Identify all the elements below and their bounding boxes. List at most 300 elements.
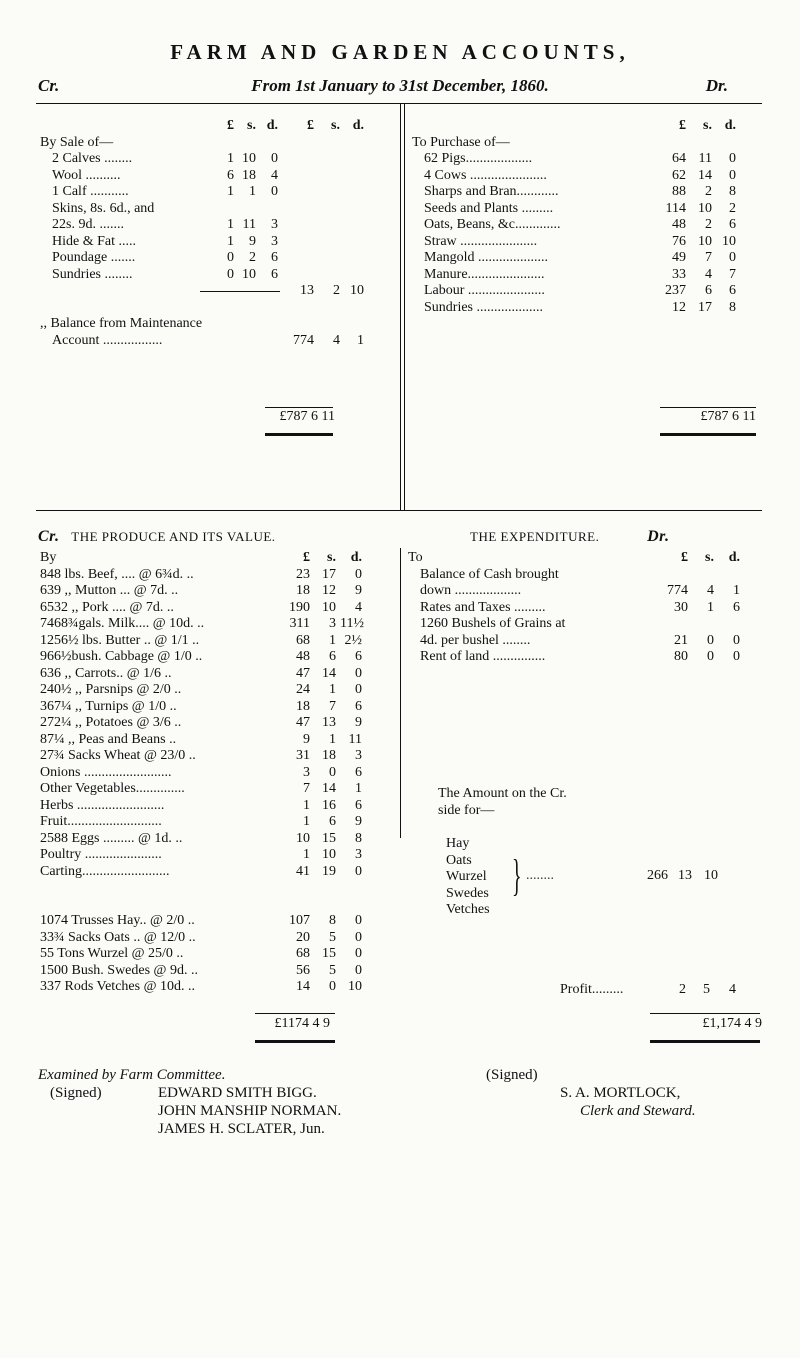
ledger-row (40, 633, 395, 650)
ledger-pence: 6 (355, 797, 362, 813)
ledger-item-label: 55 Tons Wurzel @ 25/0 .. (40, 946, 184, 961)
ledger-pounds: 20 (296, 929, 310, 945)
ledger-pence: 1 (355, 781, 362, 796)
ledger-item-label: 7468¾gals. Milk.... @ 10d. .. (40, 616, 205, 631)
ledger-row (40, 600, 395, 617)
ledger-pounds: 24 (296, 682, 310, 697)
ledger-item-label: 4 Cows ...................... (424, 167, 547, 183)
ledger-pence: 0 (355, 863, 362, 879)
balance-label-1: ,, Balance from Maintenance (40, 316, 203, 331)
ledger-row (412, 151, 762, 168)
ledger-pence: 8 (729, 299, 736, 315)
ledger-pence: 10 (348, 979, 362, 994)
crop-item: Wurzel (446, 869, 487, 884)
ledger-pounds: 56 (296, 962, 310, 978)
ledger-pounds: 48 (672, 217, 686, 232)
ledger-row (40, 234, 390, 251)
col-pence: d. (728, 550, 740, 565)
ledger-pounds: 1 (227, 233, 234, 249)
ledger-shillings: 5 (329, 929, 336, 945)
ledger-shillings: 14 (322, 781, 336, 796)
ledger-row (40, 864, 395, 881)
ledger-item-label: 636 ,, Carrots.. @ 1/6 .. (40, 665, 172, 681)
ledger-pounds: 30 (674, 599, 688, 615)
top-rule-1 (36, 103, 762, 104)
account1-debit-total: £787 6 11 (700, 409, 756, 424)
ledger-shillings: 4 (705, 266, 712, 282)
ledger-item-label: Herbs ......................... (40, 797, 165, 813)
ledger-row (40, 151, 390, 168)
ledger-shillings: 4 (707, 583, 714, 598)
ledger-shillings: 11 (698, 151, 712, 166)
ledger-row (40, 267, 390, 284)
account2-debit (408, 550, 768, 666)
account2-credit-total: £1174 4 9 (274, 1016, 330, 1031)
ledger-row (40, 250, 390, 267)
account2-debit-header (408, 550, 768, 567)
ledger-row (408, 567, 768, 584)
amount-label-1: The Amount on the Cr. (438, 786, 567, 801)
clerk-name: S. A. MORTLOCK, (560, 1085, 681, 1101)
credit-intro-2: By (40, 550, 57, 565)
ledger-pence: 3 (355, 847, 362, 862)
ledger-row (40, 682, 395, 699)
ledger-item-label: Manure...................... (424, 266, 545, 282)
ledger-pounds: 12 (672, 299, 686, 315)
committee-name-2: JOHN MANSHIP NORMAN. (158, 1103, 342, 1119)
credit-total-rule (265, 407, 333, 408)
ledger-pounds: 0 (227, 266, 234, 282)
expenditure-total-rule (650, 1013, 760, 1014)
expenditure-title: THE EXPENDITURE. (470, 529, 600, 544)
period-label: From 1st January to 31st December, 1860. (251, 76, 549, 95)
expenditure-total-double-rule (650, 1040, 760, 1043)
col-pound: £ (681, 550, 688, 565)
ledger-pence: 2½ (344, 632, 362, 648)
ledger-row (412, 168, 762, 185)
account1-credit-header (40, 118, 390, 135)
ledger-pounds: 23 (296, 566, 310, 582)
ledger-row (40, 567, 395, 584)
balance-shillings: 4 (333, 332, 340, 348)
account2-credit (40, 550, 395, 996)
ledger-item-label: Sundries ........ (52, 266, 133, 282)
ledger-pounds: 6 (227, 167, 234, 183)
balance-label-2: Account ................. (52, 332, 163, 348)
ledger-row (412, 234, 762, 251)
ledger-item-label: down ................... (420, 583, 522, 598)
ledger-item-label: Oats, Beans, &c............. (424, 217, 561, 232)
ledger-pence: 8 (355, 830, 362, 846)
ledger-shillings: 2 (705, 184, 712, 199)
ledger-pounds: 80 (674, 649, 688, 664)
ledger-shillings: 1 (707, 599, 714, 615)
ledger-item-label: 272¼ ,, Potatoes @ 3/6 .. (40, 715, 182, 730)
ledger-row (40, 963, 395, 980)
ledger-shillings: 6 (705, 283, 712, 298)
ledger-shillings: 14 (322, 665, 336, 681)
produce-title: THE PRODUCE AND ITS VALUE. (71, 529, 276, 544)
col-shilling: s. (703, 118, 712, 133)
ledger-item-label: Skins, 8s. 6d., and (52, 200, 155, 216)
credit-intro: By Sale of— (40, 134, 114, 150)
ledger-pence: 6 (355, 764, 362, 780)
ledger-pounds: 47 (296, 715, 310, 730)
ledger-shillings: 0 (329, 979, 336, 994)
ledger-row (408, 633, 768, 650)
crops-pence: 10 (704, 868, 718, 883)
amount-label-2: side for— (438, 802, 495, 818)
ledger-row (40, 979, 395, 996)
ledger-item-label: 337 Rods Vetches @ 10d. .. (40, 979, 195, 994)
ledger-row (408, 600, 768, 617)
ledger-shillings: 9 (249, 233, 256, 249)
col-shilling-2: s. (331, 118, 340, 133)
ledger-item-label: 1074 Trusses Hay.. @ 2/0 .. (40, 913, 195, 928)
ledger-item-label: Other Vegetables.............. (40, 781, 185, 796)
ledger-row (40, 798, 395, 815)
ledger-pounds: 10 (296, 830, 310, 846)
ledger-shillings: 0 (707, 649, 714, 664)
ledger-pence: 10 (722, 233, 736, 249)
ledger-item-label: Hide & Fat ..... (52, 233, 136, 249)
balance-row (40, 333, 390, 350)
committee-name-1: EDWARD SMITH BIGG. (158, 1085, 317, 1101)
ledger-row (40, 732, 395, 749)
ledger-pence: 8 (729, 184, 736, 199)
ledger-shillings: 17 (698, 299, 712, 315)
balance-pence: 1 (357, 332, 364, 348)
produce-heading (38, 528, 276, 546)
ledger-shillings: 10 (242, 266, 256, 282)
crop-item: Hay (446, 836, 470, 851)
ledger-pence: 0 (733, 632, 740, 648)
profit-pounds: 2 (679, 982, 686, 997)
ledger-pence: 0 (271, 184, 278, 199)
ledger-item-label: 1256½ lbs. Butter .. @ 1/1 .. (40, 632, 200, 648)
ledger-row (40, 847, 395, 864)
ledger-pounds: 3 (303, 764, 310, 780)
ledger-pounds: 31 (296, 748, 310, 763)
ledger-item-label: Poultry ...................... (40, 847, 162, 862)
ledger-pounds: 107 (289, 913, 310, 928)
ledger-pence: 6 (729, 217, 736, 232)
ledger-shillings: 3 (329, 616, 336, 631)
ledger-shillings: 17 (322, 566, 336, 582)
col-pence: d. (724, 118, 736, 133)
ledger-item-label: 33¾ Sacks Oats .. @ 12/0 .. (40, 929, 196, 945)
ledger-row (40, 184, 390, 201)
ledger-shillings: 12 (322, 583, 336, 598)
ledger-item-label: Rent of land ............... (420, 649, 546, 664)
ledger-pence: 0 (355, 913, 362, 928)
ledger-shillings: 0 (707, 632, 714, 648)
ledger-item-label: 240½ ,, Parsnips @ 2/0 .. (40, 682, 182, 697)
ledger-pence: 0 (355, 665, 362, 681)
ledger-shillings: 2 (705, 217, 712, 232)
ledger-shillings: 10 (698, 200, 712, 216)
ledger-row (40, 217, 390, 234)
ledger-item-label: Seeds and Plants ......... (424, 200, 554, 216)
crops-shillings: 13 (678, 868, 692, 883)
committee-name-3: JAMES H. SCLATER, Jun. (158, 1121, 325, 1137)
col-pence-2: d. (352, 118, 364, 133)
signed-2: (Signed) (486, 1067, 538, 1083)
crops-dots: ........ (526, 868, 554, 883)
ledger-shillings: 10 (322, 599, 336, 615)
ledger-item-label: 6532 ,, Pork .... @ 7d. .. (40, 599, 174, 615)
ledger-item-label: 4d. per bushel ........ (420, 632, 531, 648)
ledger-pounds: 18 (296, 698, 310, 714)
ledger-row (40, 201, 390, 218)
col-pound: £ (679, 118, 686, 133)
col-pence: d. (350, 550, 362, 565)
ledger-row (412, 300, 762, 317)
ledger-item-label: Mangold .................... (424, 250, 549, 265)
ledger-pounds: 64 (672, 151, 686, 166)
ledger-shillings: 10 (322, 847, 336, 862)
ledger-pence: 6 (729, 283, 736, 298)
ledger-item-label: 367¼ ,, Turnips @ 1/0 .. (40, 698, 177, 714)
ledger-row (40, 831, 395, 848)
ledger-item-label: 639 ,, Mutton ... @ 7d. .. (40, 583, 179, 598)
ledger-item-label: Rates and Taxes ......... (420, 599, 546, 615)
ledger-pence: 6 (271, 266, 278, 282)
balance-pounds: 774 (293, 332, 314, 348)
ledger-pounds: 190 (289, 599, 310, 615)
ledger-pounds: 7 (303, 781, 310, 796)
ledger-item-label: 1500 Bush. Swedes @ 9d. .. (40, 962, 198, 978)
subtotal-pence: 10 (350, 283, 364, 298)
ledger-pence: 0 (355, 946, 362, 961)
ledger-item-label: 22s. 9d. ....... (52, 217, 124, 232)
ledger-pounds: 237 (665, 283, 686, 298)
col-shilling: s. (705, 550, 714, 565)
account1-debit-header (412, 118, 762, 135)
center-divider-2 (400, 548, 401, 838)
crop-item: Vetches (446, 902, 490, 917)
crop-item: Swedes (446, 885, 489, 901)
subtotal-pounds: 13 (300, 283, 314, 298)
account1-credit (40, 118, 390, 349)
ledger-item-label: 966½bush. Cabbage @ 1/0 .. (40, 649, 203, 664)
ledger-shillings: 8 (329, 913, 336, 928)
ledger-item-label: Wool .......... (52, 167, 121, 183)
debit-intro: To Purchase of— (412, 134, 510, 150)
ledger-item-label: 27¾ Sacks Wheat @ 23/0 .. (40, 748, 196, 763)
crops-pounds: 266 (647, 868, 668, 883)
ledger-pounds: 1 (227, 151, 234, 166)
ledger-shillings: 10 (242, 151, 256, 166)
ledger-row (408, 616, 768, 633)
ledger-shillings: 1 (329, 632, 336, 648)
ledger-pence: 11½ (340, 616, 364, 631)
crop-item: Oats (446, 852, 472, 868)
subtotal-shillings: 2 (333, 283, 340, 298)
ledger-pence: 7 (729, 266, 736, 282)
ledger-pounds: 68 (296, 632, 310, 648)
ledger-item-label: Sharps and Bran............ (424, 184, 559, 199)
ledger-row (40, 930, 395, 947)
ledger-item-label: Onions ......................... (40, 764, 172, 780)
crops-value-row (526, 868, 766, 884)
profit-label: Profit......... (560, 982, 624, 997)
ledger-item-label: Carting......................... (40, 863, 170, 879)
ledger-shillings: 5 (329, 962, 336, 978)
ledger-item-label: Poundage ....... (52, 250, 136, 265)
credit-subtotal-row (40, 283, 390, 300)
ledger-pounds: 774 (667, 583, 688, 598)
ledger-row (40, 649, 395, 666)
ledger-item-label: Labour ...................... (424, 283, 545, 298)
ledger-item-label: Sundries ................... (424, 299, 543, 315)
ledger-pounds: 62 (672, 167, 686, 183)
debit-intro-2: To (408, 550, 423, 565)
ledger-row (408, 583, 768, 600)
ledger-pence: 9 (355, 715, 362, 730)
ledger-row (412, 184, 762, 201)
ledger-row (412, 283, 762, 300)
profit-shillings: 5 (703, 982, 710, 997)
ledger-row (40, 666, 395, 683)
ledger-pounds: 1 (227, 184, 234, 199)
account1-credit-total: £787 6 11 (279, 409, 335, 424)
ledger-pounds: 1 (227, 217, 234, 232)
ledger-pence: 6 (355, 649, 362, 664)
ledger-pounds: 47 (296, 665, 310, 681)
ledger-item-label: 848 lbs. Beef, .... @ 6¾d. .. (40, 566, 194, 582)
ledger-row (412, 250, 762, 267)
ledger-pence: 1 (733, 583, 740, 598)
ledger-row (40, 765, 395, 782)
col-pound-2: £ (307, 118, 314, 133)
ledger-pence: 0 (729, 151, 736, 166)
ledger-pence: 11 (348, 731, 362, 747)
ledger-pounds: 48 (296, 649, 310, 664)
ledger-pence: 3 (271, 217, 278, 232)
ledger-item-label: 2588 Eggs ......... @ 1d. .. (40, 830, 183, 846)
ledger-row (412, 217, 762, 234)
ledger-shillings: 16 (322, 797, 336, 813)
credit-total-double-rule (265, 433, 333, 436)
ledger-pence: 0 (733, 649, 740, 664)
ledger-pounds: 311 (289, 616, 310, 631)
page-title: FARM AND GARDEN ACCOUNTS, (170, 40, 630, 64)
debit-total-double-rule (660, 433, 756, 436)
cr-label: Cr. (38, 76, 60, 95)
ledger-row (40, 168, 390, 185)
ledger-pence: 4 (355, 599, 362, 615)
ledger-pence: 0 (729, 167, 736, 183)
ledger-item-label: 62 Pigs................... (424, 151, 533, 166)
dr-label-2: Dr. (647, 528, 670, 545)
center-divider-1b (404, 103, 405, 511)
crop-list (446, 836, 490, 919)
ledger-row (40, 913, 395, 930)
produce-total-rule (255, 1013, 335, 1014)
ledger-shillings: 7 (705, 250, 712, 265)
ledger-pounds: 1 (303, 847, 310, 862)
ledger-pounds: 0 (227, 250, 234, 265)
ledger-row (40, 946, 395, 963)
col-shilling: s. (327, 550, 336, 565)
ledger-pounds: 68 (296, 946, 310, 961)
ledger-pounds: 41 (296, 863, 310, 879)
ledger-pence: 0 (355, 962, 362, 978)
ledger-item-label: 1260 Bushels of Grains at (420, 616, 566, 631)
ledger-pounds: 1 (303, 797, 310, 813)
ledger-shillings: 10 (698, 233, 712, 249)
profit-pence: 4 (729, 982, 736, 997)
examined-line: Examined by Farm Committee. (38, 1067, 226, 1083)
ledger-shillings: 19 (322, 863, 336, 879)
ledger-item-label: 2 Calves ........ (52, 151, 133, 166)
account2-debit-total: £1,174 4 9 (702, 1016, 762, 1031)
ledger-pounds: 49 (672, 250, 686, 265)
ledger-pence: 6 (355, 698, 362, 714)
committee-names (158, 1084, 341, 1138)
cr-label-2: Cr. (38, 528, 60, 545)
ledger-row (408, 649, 768, 666)
ledger-item-label: 1 Calf ........... (52, 184, 129, 199)
ledger-shillings: 14 (698, 167, 712, 183)
expenditure-heading (470, 528, 669, 546)
ledger-shillings: 15 (322, 830, 336, 846)
col-pound: £ (227, 118, 234, 133)
col-shilling: s. (247, 118, 256, 133)
ledger-shillings: 13 (322, 715, 336, 730)
profit-row (560, 982, 770, 998)
ledger-shillings: 18 (242, 167, 256, 183)
clerk-title: Clerk and Steward. (580, 1103, 696, 1119)
ledger-pounds: 18 (296, 583, 310, 598)
dr-label: Dr. (705, 76, 728, 95)
debit-total-rule (660, 407, 756, 408)
ledger-pence: 6 (733, 599, 740, 615)
account1-debit (412, 118, 762, 316)
ledger-row (412, 267, 762, 284)
ledger-row (40, 699, 395, 716)
ledger-pounds: 33 (672, 266, 686, 282)
center-divider-1 (400, 103, 401, 511)
ledger-shillings: 2 (249, 250, 256, 265)
ledger-row (40, 814, 395, 831)
ledger-pounds: 88 (672, 184, 686, 199)
ledger-shillings: 7 (329, 698, 336, 714)
ledger-item-label: 87¼ ,, Peas and Beans .. (40, 731, 177, 747)
ledger-pounds: 14 (296, 979, 310, 994)
ledger-pounds: 1 (303, 814, 310, 829)
ledger-shillings: 15 (322, 946, 336, 961)
col-pence: d. (266, 118, 278, 133)
section-separator (36, 510, 762, 511)
ledger-shillings: 6 (329, 649, 336, 664)
ledger-pence: 9 (355, 814, 362, 829)
ledger-pounds: 76 (672, 233, 686, 249)
ledger-pounds: 21 (674, 632, 688, 648)
ledger-pence: 4 (271, 167, 278, 183)
ledger-row (40, 583, 395, 600)
ledger-shillings: 1 (329, 682, 336, 697)
ledger-shillings: 18 (322, 748, 336, 763)
ledger-pence: 3 (271, 233, 278, 249)
ledger-item-label: Balance of Cash brought (420, 566, 559, 582)
ledger-pence: 0 (355, 682, 362, 697)
ledger-pence: 0 (355, 929, 362, 945)
ledger-pence: 6 (271, 250, 278, 265)
ledger-shillings: 11 (242, 217, 256, 232)
ledger-shillings: 1 (329, 731, 336, 747)
